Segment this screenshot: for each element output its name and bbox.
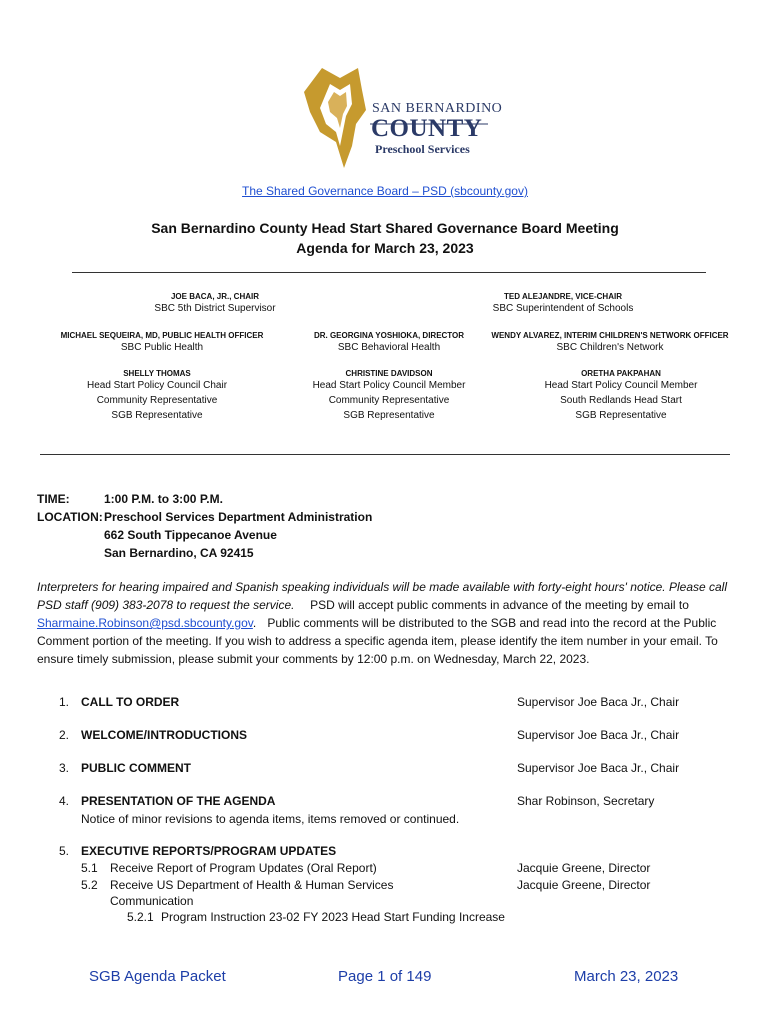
footer-page-number: Page 1 of 149	[338, 968, 432, 985]
member-chair	[95, 292, 335, 316]
sub-sub-item-text: Program Instruction 23-02 FY 2023 Head Start Funding Increase	[161, 910, 505, 924]
agenda-item-number: 3.	[59, 761, 70, 775]
sub-item-text: Receive US Department of Health & Human Services	[110, 878, 394, 892]
member-name: ORETHA PAKPAHAN	[581, 369, 661, 378]
members-divider	[40, 454, 730, 455]
agenda-item-note: Notice of minor revisions to agenda items, items removed or continued.	[81, 812, 460, 826]
footer-date: March 23, 2023	[574, 968, 679, 985]
member-name: WENDY ALVAREZ, INTERIM CHILDREN'S NETWORK OFFICER	[491, 331, 729, 340]
member-role: South Redlands Head Start	[560, 395, 682, 406]
agenda-item-number: 1.	[59, 695, 70, 709]
time-value: 1:00 P.M. to 3:00 P.M.	[104, 492, 223, 506]
sub-item-text: Receive Report of Program Updates (Oral Report)	[110, 861, 377, 875]
member-public-health	[42, 331, 282, 355]
agenda-item-presenter: Supervisor Joe Baca Jr., Chair	[517, 761, 680, 775]
location-line: 662 South Tippecanoe Avenue	[104, 528, 277, 542]
sub-item-number: 5.2	[81, 878, 98, 892]
member-oretha-pakpahan	[501, 369, 741, 423]
member-name: CHRISTINE DAVIDSON	[345, 369, 433, 378]
agenda-item-number: 2.	[59, 728, 70, 742]
member-name: DR. GEORGINA YOSHIOKA, DIRECTOR	[313, 331, 465, 340]
location-line: Preschool Services Department Administration	[104, 510, 373, 524]
governance-board-link-row	[0, 184, 770, 198]
sub-item-number: 5.1	[81, 861, 98, 875]
agenda-item-title: WELCOME/INTRODUCTIONS	[81, 728, 247, 742]
member-name: JOE BACA, JR., CHAIR	[170, 292, 259, 301]
agenda-item-presenter: Supervisor Joe Baca Jr., Chair	[517, 695, 680, 709]
member-role: Community Representative	[328, 395, 450, 406]
interpreter-notice: Interpreters for hearing impaired and Spanish speaking individuals will be made available with forty-eight hours' notice. Please call PSD staff (909) 383-2078 to request the service.	[37, 580, 727, 612]
member-role: SBC Children's Network	[556, 342, 664, 353]
agenda-item-presenter: Supervisor Joe Baca Jr., Chair	[517, 728, 680, 742]
comment-intro: PSD will accept public comments in advance of the meeting by email to	[310, 598, 689, 612]
agenda-item-title: CALL TO ORDER	[81, 695, 180, 709]
agenda-item-number: 4.	[59, 794, 70, 808]
comment-details: Public comments will be distributed to the SGB and read into the record at the Public Comment portion of the meeting. If you wish to address a specific agenda item, please identify the item number in your email. To ensure timely submission, please submit your comments by 12:00 p.m. on Wednesday, March 22, 2023.	[37, 616, 718, 666]
member-behavioral-health	[269, 331, 509, 355]
location-label: LOCATION:	[37, 510, 103, 524]
time-label: TIME:	[37, 492, 70, 506]
member-role: SBC Superintendent of Schools	[492, 303, 634, 314]
logo-line-3: Preschool Services	[375, 142, 470, 156]
agenda-item-title: PRESENTATION OF THE AGENDA	[81, 794, 276, 808]
agenda-date-title: Agenda for March 23, 2023	[296, 240, 474, 256]
member-name: SHELLY THOMAS	[123, 369, 191, 378]
member-shelly-thomas	[37, 369, 277, 423]
governance-board-link[interactable]: The Shared Governance Board – PSD (sbcounty.gov)	[242, 184, 528, 198]
logo-line-1: SAN BERNARDINO	[372, 101, 503, 116]
sub-sub-item-number: 5.2.1	[127, 910, 154, 924]
meeting-title: San Bernardino County Head Start Shared Governance Board Meeting	[151, 220, 619, 236]
member-role: Head Start Policy Council Member	[544, 380, 698, 391]
member-christine-davidson	[269, 369, 509, 423]
agenda-item-number: 5.	[59, 844, 70, 858]
title-divider	[72, 272, 706, 273]
agenda-item-title: EXECUTIVE REPORTS/PROGRAM UPDATES	[81, 844, 337, 858]
member-role: SBC Public Health	[120, 342, 204, 353]
member-role: SGB Representative	[575, 410, 667, 421]
member-role: Head Start Policy Council Member	[312, 380, 466, 391]
member-role: Head Start Policy Council Chair	[86, 380, 228, 391]
member-role: SBC Behavioral Health	[337, 342, 441, 353]
agenda-item-presenter: Shar Robinson, Secretary	[517, 794, 655, 808]
member-role: SGB Representative	[111, 410, 203, 421]
member-childrens-network	[482, 331, 738, 355]
footer-packet-label: SGB Agenda Packet	[89, 968, 226, 985]
member-role: SBC 5th District Supervisor	[154, 303, 276, 314]
sub-item-text-continued: Communication	[110, 894, 194, 908]
member-name: MICHAEL SEQUEIRA, MD, PUBLIC HEALTH OFFICER	[60, 331, 264, 340]
public-comment-notice: Interpreters for hearing impaired and Spanish speaking individuals will be made available with forty-eight hours' notice. Please call PSD staff (909) 383-2078 to request the service. PSD will accept public comments in advance of the meeting by email to Sharmaine.Robinson@psd.sbcounty.gov. Public comments will be distributed to the SGB and read into the record at the Public Comment portion of the meeting. If you wish to address a specific agenda item, please identify the item number in your email. To ensure timely submission, please submit your comments by 12:00 p.m. on Wednesday, March 22, 2023.	[37, 580, 727, 666]
member-role: Community Representative	[96, 395, 218, 406]
sub-item-presenter: Jacquie Greene, Director	[517, 878, 651, 892]
agenda-item-title: PUBLIC COMMENT	[81, 761, 191, 775]
member-role: SGB Representative	[343, 410, 435, 421]
member-name: TED ALEJANDRE, VICE-CHAIR	[504, 292, 622, 301]
email-link[interactable]: Sharmaine.Robinson@psd.sbcounty.gov	[37, 616, 253, 630]
member-vice-chair	[443, 292, 683, 316]
logo-line-2: COUNTY	[371, 115, 483, 142]
sub-item-presenter: Jacquie Greene, Director	[517, 861, 651, 875]
location-line: San Bernardino, CA 92415	[104, 546, 254, 560]
